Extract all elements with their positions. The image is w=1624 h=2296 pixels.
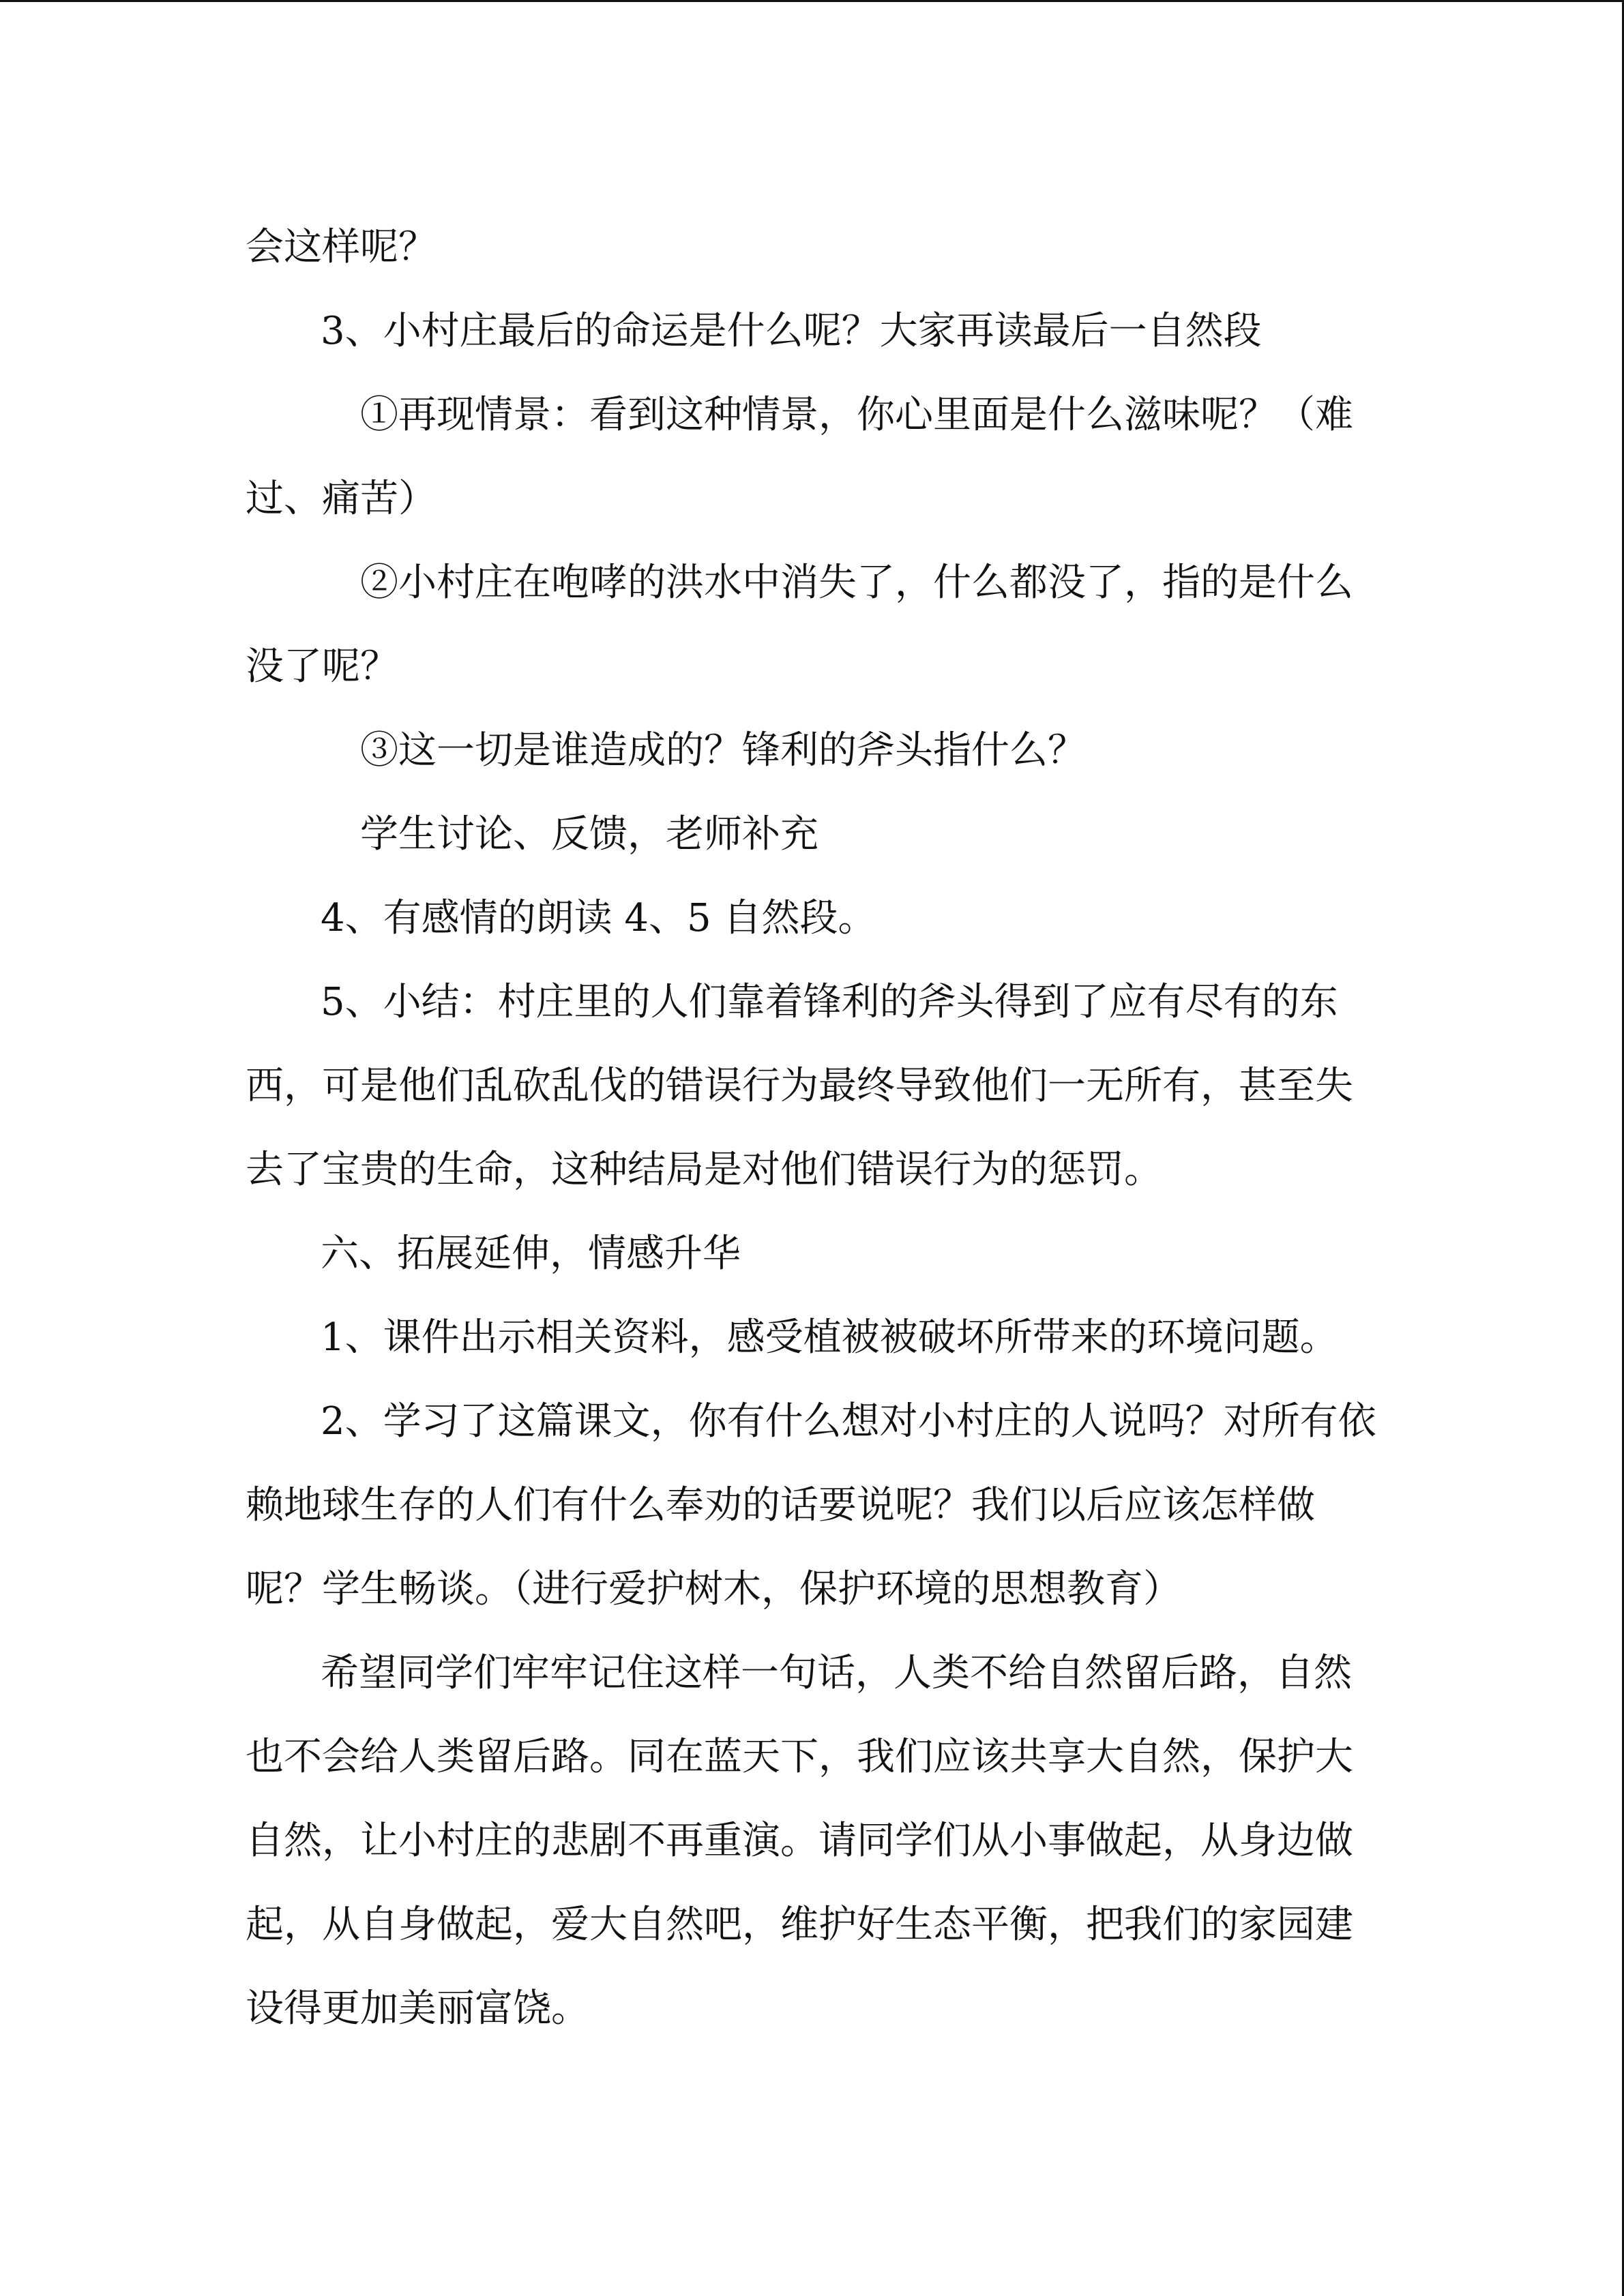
text-line: 1、课件出示相关资料，感受植被被破坏所带来的环境问题。: [321, 1315, 1338, 1360]
text-line: 4、有感情的朗读 4、5 自然段。: [321, 896, 876, 940]
text-line: 西，可是他们乱砍乱伐的错误行为最终导致他们一无所有，甚至失: [246, 1064, 1353, 1108]
text-line: 去了宝贵的生命，这种结局是对他们错误行为的惩罚。: [246, 1148, 1162, 1192]
text-line: ③这一切是谁造成的？锋利的斧头指什么？: [360, 728, 1086, 773]
document-body: [246, 205, 1378, 2051]
text-line: 5、小结：村庄里的人们靠着锋利的斧头得到了应有尽有的东: [321, 980, 1338, 1024]
text-line: 3、小村庄最后的命运是什么呢？大家再读最后一自然段: [321, 309, 1262, 353]
text-line: 起，从自身做起，爱大自然吧，维护好生态平衡，把我们的家园建: [246, 1903, 1353, 1947]
text-line: 设得更加美丽富饶。: [246, 1986, 589, 2031]
text-line: 呢？学生畅谈。（进行爱护树木，保护环境的思想教育）: [246, 1567, 1181, 1611]
text-line: 赖地球生存的人们有什么奉劝的话要说呢？我们以后应该怎样做: [246, 1483, 1315, 1527]
text-line: 学生讨论、反馈，老师补充: [360, 812, 818, 856]
text-line: ②小村庄在咆哮的洪水中消失了，什么都没了，指的是什么: [360, 561, 1353, 605]
text-line: 希望同学们牢牢记住这样一句话，人类不给自然留后路，自然: [321, 1651, 1352, 1695]
text-line: ①再现情景：看到这种情景，你心里面是什么滋味呢？（难: [360, 393, 1353, 437]
text-line: 过、痛苦）: [246, 477, 437, 521]
text-line: 2、学习了这篇课文，你有什么想对小村庄的人说吗？对所有依: [321, 1399, 1376, 1444]
text-line: 自然，让小村庄的悲剧不再重演。请同学们从小事做起，从身边做: [246, 1819, 1353, 1863]
section-heading: 六、拓展延伸，情感升华: [321, 1232, 741, 1276]
text-line: 也不会给人类留后路。同在蓝天下，我们应该共享大自然，保护大: [246, 1735, 1353, 1779]
text-line: 会这样呢？: [246, 225, 437, 269]
text-line: 没了呢？: [246, 644, 398, 689]
